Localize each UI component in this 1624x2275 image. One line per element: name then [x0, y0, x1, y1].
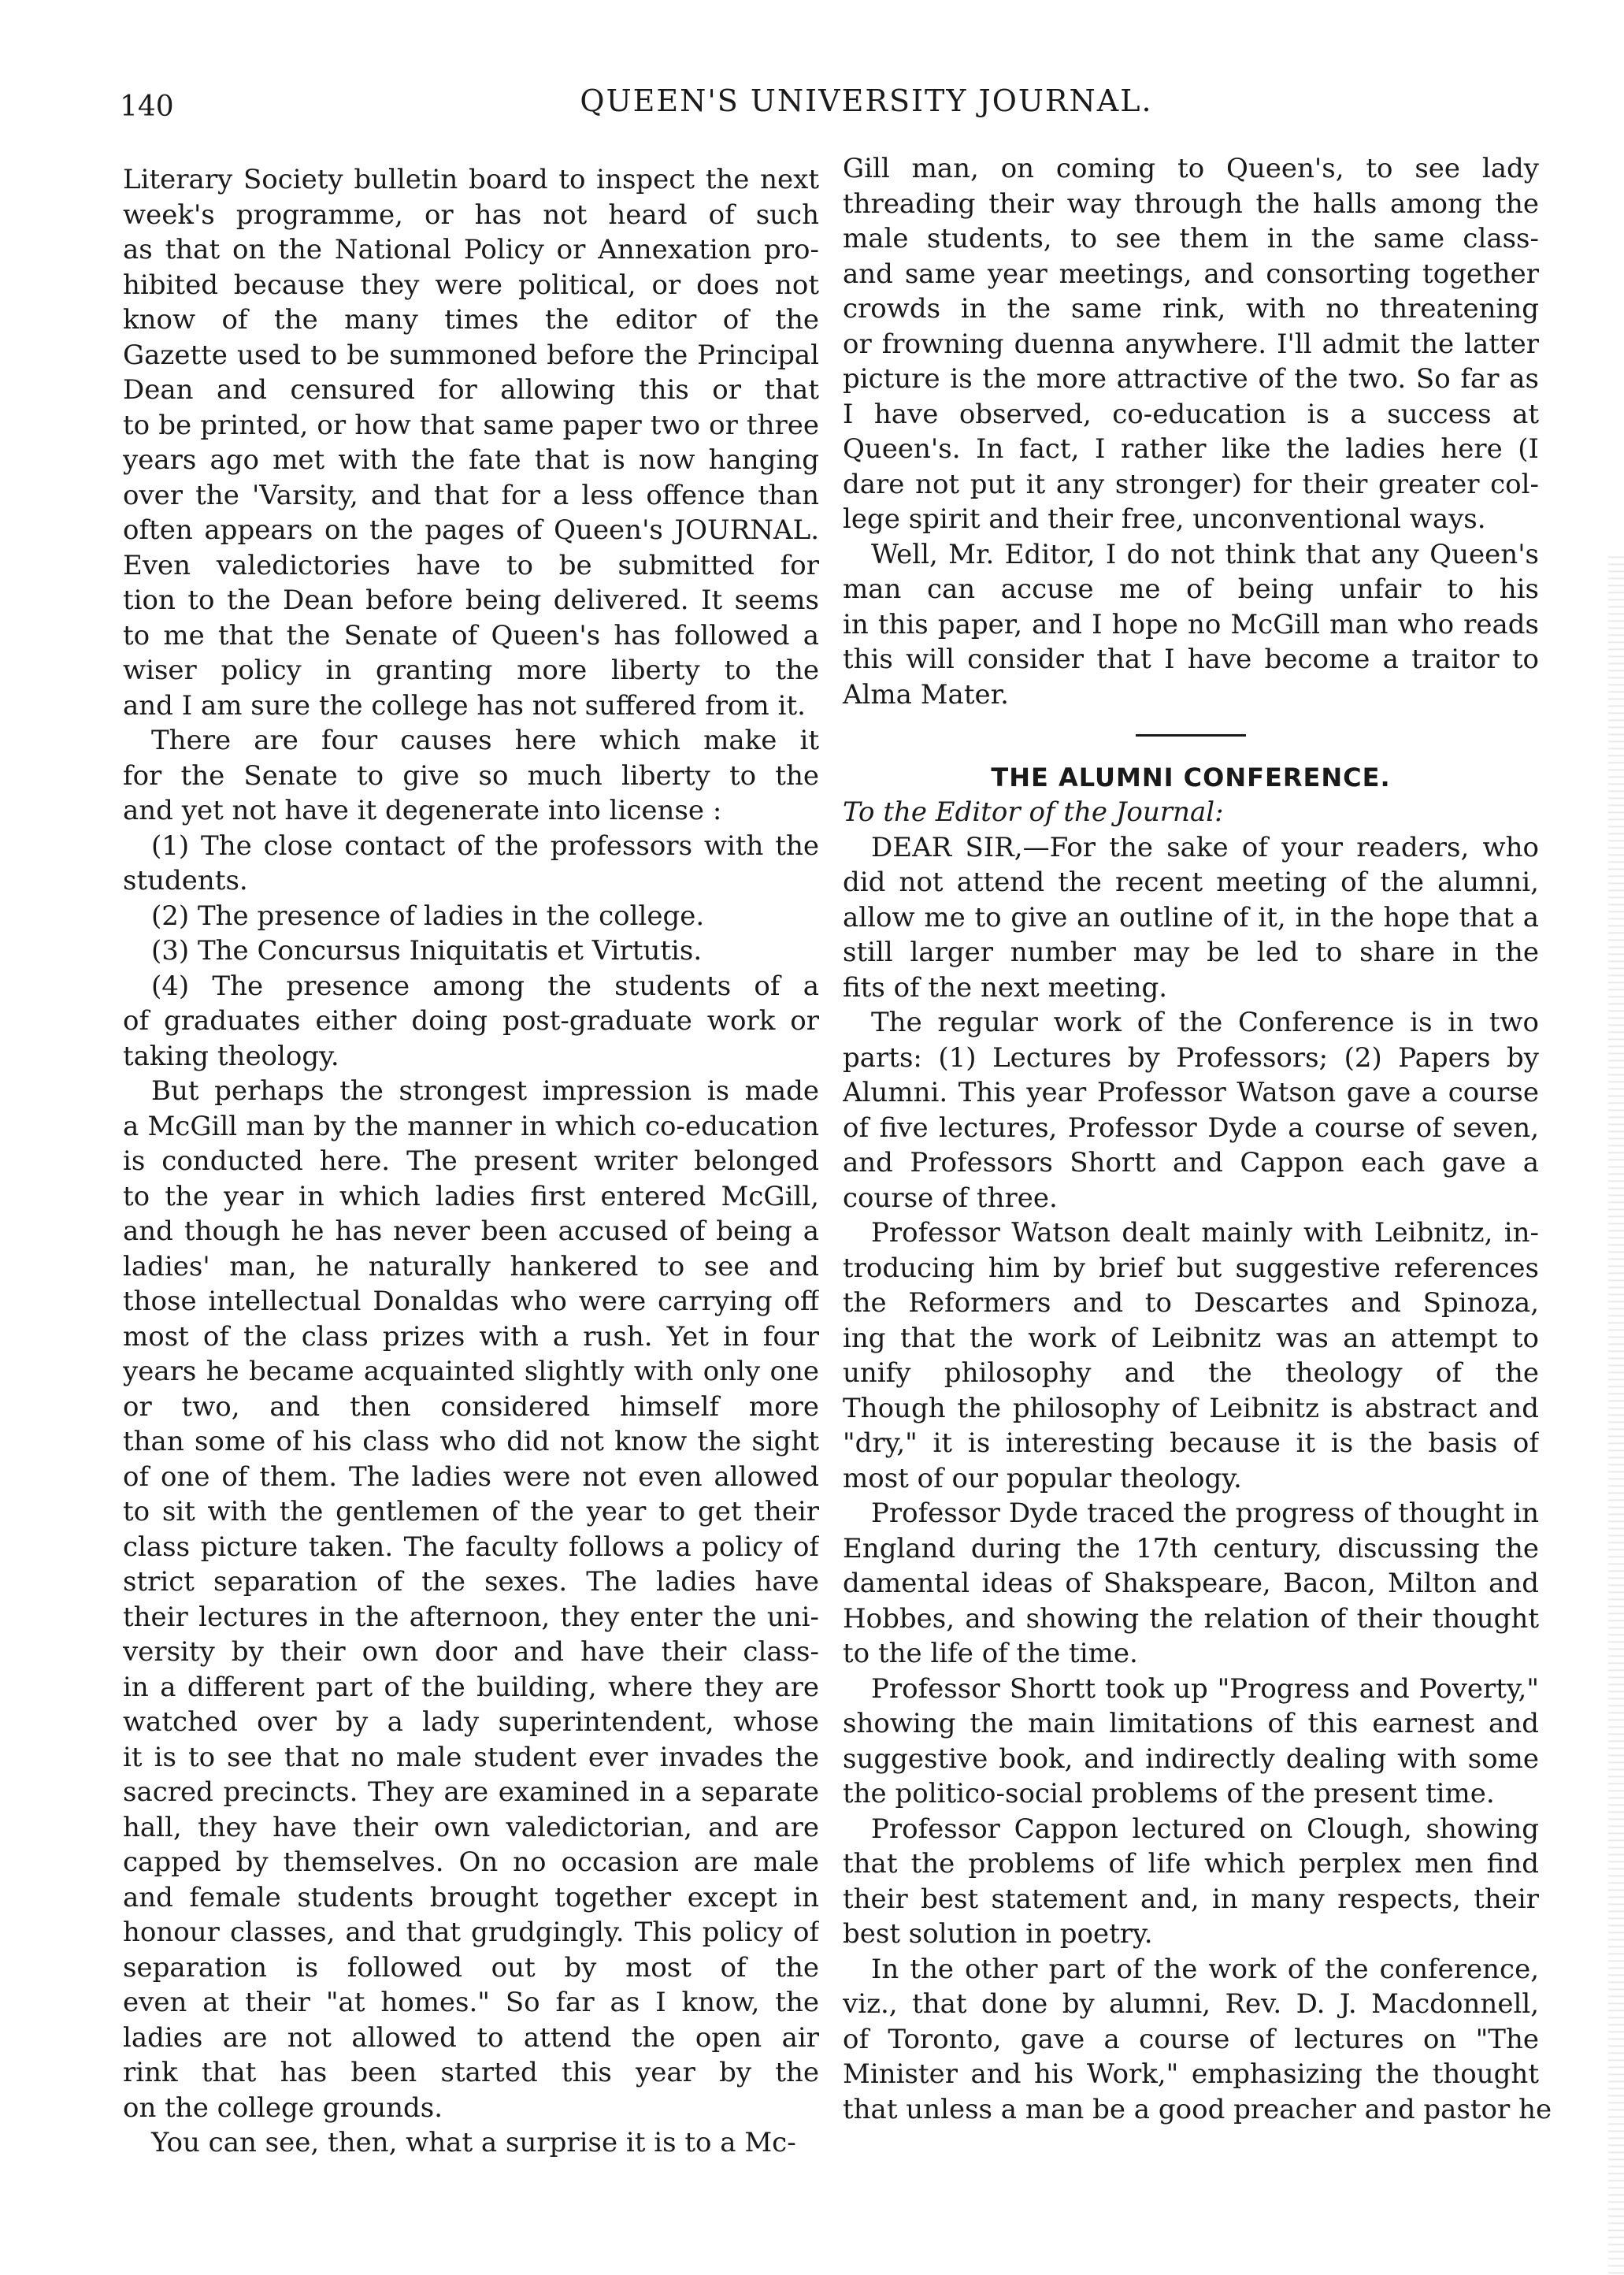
text-line: to the life of the time. [843, 1638, 1138, 1669]
text-line: But perhaps the strongest impression is made [151, 1075, 819, 1107]
text-line: that the problems of life which perplex men find [843, 1848, 1539, 1880]
text-line: honour classes, and that grudgingly. This policy of [123, 1917, 819, 1948]
text-line: did not attend the recent meeting of the alumni, [843, 867, 1539, 898]
text-line: of five lectures, Professor Dyde a course of seven, [843, 1112, 1539, 1144]
text-line: fits of the next meeting. [843, 971, 1168, 1004]
text-line: unify philosophy and the theology of the [843, 1357, 1539, 1389]
text-line: in this paper, and I hope no McGill man who reads [843, 608, 1539, 640]
text-line: Dean and censured for allowing this or that [123, 374, 819, 406]
text-line: Professor Shortt took up "Progress and Poverty," [871, 1672, 1539, 1705]
text-line: Gazette used to be summoned before the Principal [123, 339, 819, 371]
text-line: Professor Dyde traced the progress of thought in [871, 1497, 1539, 1529]
left-column [123, 162, 819, 2161]
text-line: and I am sure the college has not suffered from it. [123, 689, 806, 722]
text-line: I have observed, co-education is a success at [843, 398, 1539, 430]
text-line: (3) The Concursus Iniquitatis et Virtutis. [151, 935, 703, 967]
text-line: students. [123, 865, 248, 896]
text-line: years he became acquainted slightly with only one [123, 1356, 819, 1387]
text-line: Gill man, on coming to Queen's, to see lady [843, 153, 1539, 184]
text-line: crowds in the same rink, with no threatening [843, 293, 1539, 325]
text-line: troducing him by brief but suggestive references [843, 1252, 1539, 1284]
text-line: Though the philosophy of Leibnitz is abstract and [843, 1392, 1539, 1424]
text-line: hall, they have their own valedictorian, and are [123, 1811, 819, 1843]
text-line: of one of them. The ladies were not even allowed [123, 1460, 819, 1493]
text-line: in a different part of the building, where they are [123, 1671, 819, 1703]
text-line: and female students brought together except in [123, 1881, 819, 1913]
text-line: tion to the Dean before being delivered. It seems [123, 585, 819, 616]
text-line: Professor Watson dealt mainly with Leibnitz, in- [871, 1217, 1539, 1249]
text-line: taking theology. [123, 1040, 339, 1072]
text-line: for the Senate to give so much liberty to the [123, 759, 819, 792]
text-line: sacred precincts. They are examined in a separate [123, 1776, 819, 1808]
text-line: versity by their own door and have their class- [123, 1636, 819, 1668]
text-line: Literary Society bulletin board to inspect the next [123, 164, 819, 195]
text-line: rink that has been started this year by the [123, 2057, 819, 2088]
text-line: most of our popular theology. [843, 1462, 1242, 1494]
text-line: parts: (1) Lectures by Professors; (2) Papers by [843, 1041, 1539, 1074]
text-line: or two, and then considered himself more [123, 1390, 819, 1423]
running-title: QUEEN'S UNIVERSITY JOURNAL. [580, 84, 1153, 118]
text-line: often appears on the pages of Queen's JOURNAL. [123, 514, 819, 546]
text-line: course of three. [843, 1182, 1058, 1214]
right-column-bottom [843, 830, 1552, 2128]
text-line: and same year meetings, and consorting together [843, 258, 1539, 290]
text-line: Well, Mr. Editor, I do not think that any Queen's [871, 538, 1539, 570]
text-line: damental ideas of Shakspeare, Bacon, Milton and [843, 1568, 1539, 1599]
page-number: 140 [120, 91, 174, 123]
text-line: viz., that done by alumni, Rev. D. J. Macdonnell, [843, 1988, 1539, 2020]
page-edge-noise [1608, 551, 1624, 2275]
text-line: picture is the more attractive of the two. So far as [843, 363, 1539, 395]
text-line: a McGill man by the manner in which co-education [123, 1110, 819, 1142]
text-line: Hobbes, and showing the relation of their thought [843, 1602, 1539, 1635]
text-line: watched over by a lady superintendent, whose [123, 1706, 819, 1738]
text-line: Professor Cappon lectured on Clough, showing [871, 1813, 1539, 1845]
text-line: Even valedictories have to be submitted for [123, 549, 819, 581]
text-line: man can accuse me of being unfair to his [843, 573, 1539, 605]
text-line: There are four causes here which make it [151, 725, 819, 756]
text-line: class picture taken. The faculty follows a policy of [123, 1531, 819, 1563]
text-line: You can see, then, what a surprise it is to a Mc- [151, 2127, 796, 2158]
text-line: to me that the Senate of Queen's has followed a [123, 619, 819, 651]
text-line: The regular work of the Conference is in two [871, 1007, 1539, 1038]
text-line: the politico-social problems of the present time. [843, 1778, 1495, 1809]
text-line: or frowning duenna anywhere. I'll admit the latter [843, 328, 1539, 360]
text-line: allow me to give an outline of it, in the hope that a [843, 901, 1539, 933]
section-heading: THE ALUMNI CONFERENCE. [991, 763, 1391, 792]
text-line: their best statement and, in many respects, their [843, 1883, 1539, 1915]
text-line: "dry," it is interesting because it is the basis of [843, 1427, 1539, 1459]
text-line: best solution in poetry. [843, 1918, 1153, 1950]
text-line: separation is followed out by most of the [123, 1951, 819, 1984]
text-line: their lectures in the afternoon, they enter the uni- [123, 1601, 819, 1633]
text-line: ladies are not allowed to attend the open air [123, 2021, 819, 2054]
text-line: England during the 17th century, discussing the [843, 1532, 1539, 1564]
text-line: is conducted here. The present writer belonged [123, 1145, 819, 1177]
text-line: this will consider that I have become a traitor to [843, 644, 1539, 675]
section-divider [1136, 734, 1246, 737]
text-line: even at their "at homes." So far as I know, the [123, 1987, 819, 2018]
text-line: lege spirit and their free, unconventional ways. [843, 503, 1486, 535]
text-line: (4) The presence among the students of a [151, 970, 819, 1002]
text-line: of Toronto, gave a course of lectures on "The [843, 2023, 1539, 2055]
text-line: ing that the work of Leibnitz was an attempt to [843, 1322, 1539, 1354]
text-line: DEAR SIR,—For the sake of your readers, who [871, 831, 1539, 863]
text-line: ladies' man, he naturally hankered to see and [123, 1250, 819, 1282]
salutation: To the Editor of the Journal: [843, 796, 1224, 828]
text-line: the Reformers and to Descartes and Spinoza, [843, 1287, 1539, 1319]
text-line: Minister and his Work," emphasizing the thought [843, 2058, 1539, 2090]
text-line: threading their way through the halls among the [843, 187, 1539, 220]
text-line: those intellectual Donaldas who were carrying off [123, 1286, 819, 1317]
right-column-top [843, 151, 1539, 712]
text-line: Alumni. This year Professor Watson gave a course [843, 1077, 1539, 1108]
text-line: wiser policy in granting more liberty to the [123, 655, 819, 686]
text-line: of graduates either doing post-graduate work or [123, 1005, 819, 1037]
text-line: and Professors Shortt and Cappon each gave a [843, 1147, 1539, 1178]
text-line: over the 'Varsity, and that for a less offence than [123, 479, 819, 511]
text-line: (1) The close contact of the professors with the [151, 829, 819, 862]
text-line: male students, to see them in the same class- [843, 223, 1539, 254]
text-line: and yet not have it degenerate into license : [123, 795, 722, 826]
text-line: years ago met with the fate that is now hanging [123, 444, 819, 476]
text-line: it is to see that no male student ever invades the [123, 1741, 819, 1773]
text-line: suggestive book, and indirectly dealing with some [843, 1742, 1539, 1775]
text-line: to be printed, or how that same paper two or three [123, 409, 819, 441]
text-line: to sit with the gentlemen of the year to get their [123, 1496, 819, 1527]
text-line: showing the main limitations of this earnest and [843, 1708, 1539, 1739]
right-column [843, 151, 1552, 2127]
text-line: and though he has never been accused of being a [123, 1215, 819, 1247]
text-line: still larger number may be led to share in the [843, 937, 1539, 968]
text-line: that unless a man be a good preacher and pastor he [843, 2093, 1552, 2125]
text-line: (2) The presence of ladies in the college. [151, 900, 705, 932]
text-line: In the other part of the work of the conference, [871, 1953, 1539, 1985]
text-line: know of the many times the editor of the [123, 304, 819, 336]
text-line: on the college grounds. [123, 2091, 443, 2124]
text-line: to the year in which ladies first entered McGill, [123, 1180, 819, 1212]
text-line: hibited because they were political, or does not [123, 269, 819, 301]
text-line: most of the class prizes with a rush. Yet in four [123, 1320, 819, 1353]
text-line: capped by themselves. On no occasion are male [123, 1846, 819, 1878]
text-line: Alma Mater. [843, 678, 1009, 711]
text-line: as that on the National Policy or Annexation pro- [123, 234, 819, 265]
text-line: than some of his class who did not know the sight [123, 1426, 819, 1457]
text-line: dare not put it any stronger) for their greater col- [843, 468, 1539, 500]
text-line: Queen's. In fact, I rather like the ladies here (I [843, 433, 1539, 465]
text-line: strict separation of the sexes. The ladies have [123, 1566, 819, 1598]
text-line: week's programme, or has not heard of such [123, 199, 819, 231]
